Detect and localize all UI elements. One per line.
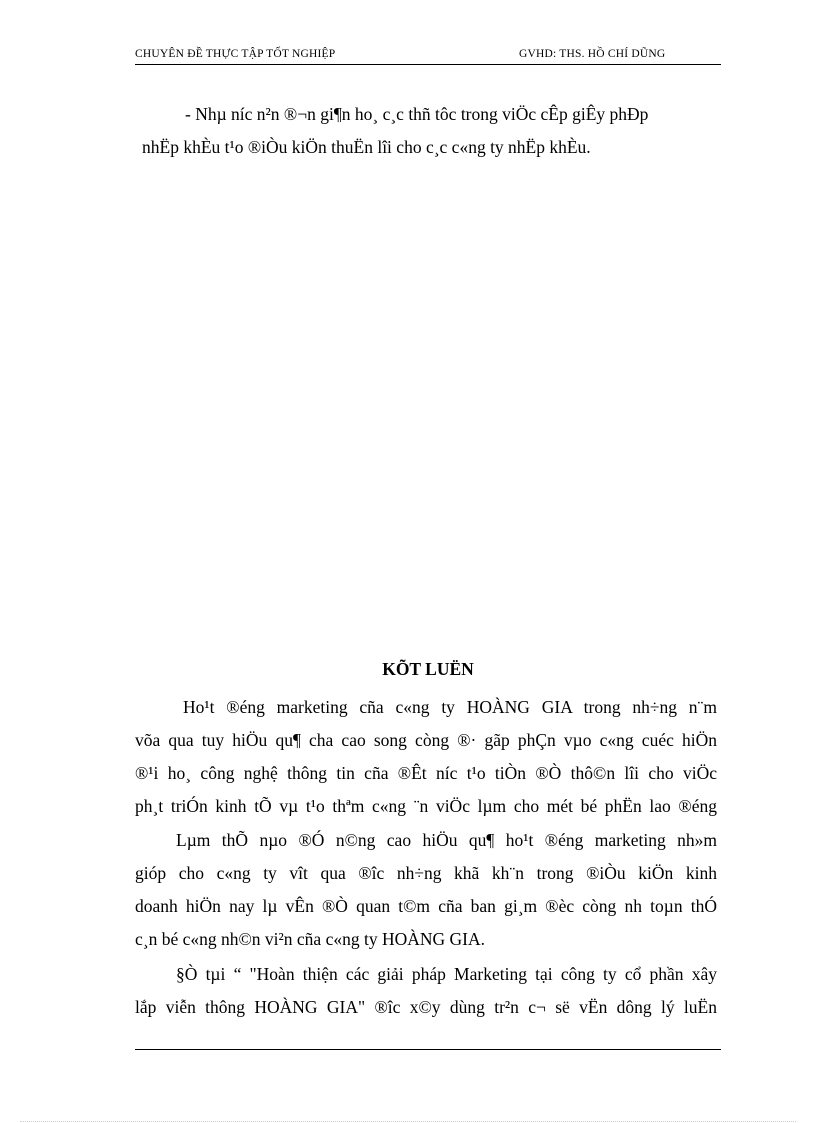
p3-line-1: §Ò tµi “ "Hoàn thiện các giải pháp Marketing tại công ty cổ phần xây xyxy=(176,964,717,984)
p1-line-2: võa qua tuy hiÖu qu¶ cha cao song còng ®· gãp phÇn vµo c«ng cuéc hiÖn xyxy=(135,730,717,750)
p2-line-1: Lµm thÕ nµo ®Ó n©ng cao hiÖu qu¶ ho¹t ®éng marketing nh»m xyxy=(176,830,717,850)
page-edge xyxy=(20,1121,796,1122)
p1-line-3: ®¹i ho¸ công nghệ thông tin cña ®Êt níc t¹o tiÒn ®Ò thô©n lîi cho viÖc xyxy=(135,763,717,783)
header-rule xyxy=(135,64,721,65)
intro-line-1: - Nhµ níc n²n ®¬n gi¶n ho¸ c¸c thñ tôc trong viÖc cÊp giÊy phÐp xyxy=(185,104,649,124)
section-heading: KÕT LUËN xyxy=(382,659,474,679)
p1-line-1: Ho¹t ®éng marketing cña c«ng ty HOÀNG GIA trong nh÷ng n¨m xyxy=(183,697,717,717)
header-supervisor: GVHD: THS. HỒ CHÍ DŨNG xyxy=(519,48,666,60)
p2-line-2: gióp cho c«ng ty vît qua ®îc nh÷ng khã kh¨n trong ®iÒu kiÖn kinh xyxy=(135,863,717,883)
p3-line-2: lắp viễn thông HOÀNG GIA" ®îc x©y dùng tr²n c¬ së vËn dông lý luËn xyxy=(135,997,717,1017)
footer-rule xyxy=(135,1049,721,1050)
p1-line-4: ph¸t triÓn kinh tÕ vµ t¹o thªm c«ng ¨n viÖc lµm cho mét bé phËn lao ®éng xyxy=(135,796,717,816)
page-header xyxy=(135,48,721,64)
p2-line-3: doanh hiÖn nay lµ vÊn ®Ò quan t©m cña ban gi¸m ®èc còng nh toµn thÓ xyxy=(135,896,717,916)
p2-line-4: c¸n bé c«ng nh©n vi²n cña c«ng ty HOÀNG GIA. xyxy=(135,929,485,949)
intro-line-2: nhËp khÈu t¹o ®iÒu kiÖn thuËn lîi cho c¸c c«ng ty nhËp khÈu. xyxy=(142,137,591,157)
header-title: CHUYÊN ĐỀ THỰC TẬP TỐT NGHIỆP xyxy=(135,48,336,60)
